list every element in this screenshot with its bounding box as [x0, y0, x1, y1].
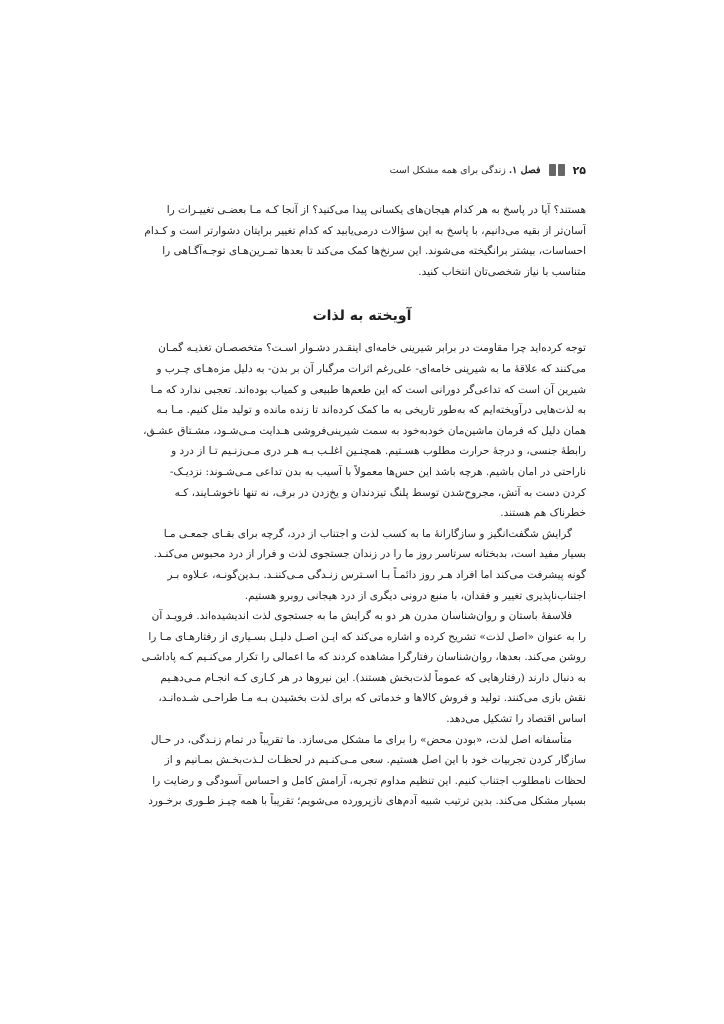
text-line: توجه کرده‌اید چرا مقاومت در برابر شیرینی خامه‌ای اینقـدر دشـوار اسـت؟ متخصصـان تغذیـه گمـان	[158, 342, 586, 355]
text-line: به لذت‌هایی درآویخته‌ایم که به‌طور تاریخی به ما کمک کرده‌اند تا زنده مانده و تولید مثل کنیم. مـا بـه	[156, 404, 586, 417]
text-line: را به عنوان «اصل لذت» تشریح کرده و اشاره می‌کند که ایـن اصـل دلیـل بسـیاری از رفتارهـای مـا را	[148, 630, 586, 643]
text-line: فلاسفهٔ باستان و روان‌شناسان مدرن هر دو به گرایش ما به جستجوی لذت اندیشیده‌اند. فرویـد آن	[151, 610, 572, 623]
page-number: ۲۵	[572, 163, 586, 177]
section-heading: آویخته به لذات	[312, 308, 412, 325]
text-line: آسان‌تر از بقیه می‌دانیم، با پاسخ به این سؤالات درمی‌یابید که کدام تغییر برایتان دشوارتر است و کـدام	[144, 224, 586, 237]
text-line: خطرناک هم هستند.	[500, 507, 586, 520]
text-line: همان دلیل که فرمان ماشین‌مان خودبه‌خود به سمت شیرینی‌فروشی هـدایت مـی‌شـود، مشـتاق عشـق،	[143, 424, 586, 437]
text-line: کردن دست به آتش، مجروح‌شدن توسط پلنگ تیزدندان و یخ‌زدن در برف، نه تنها ناخوشـایند، کـه	[174, 486, 586, 499]
text-line: لحظات نامطلوب اجتناب کنیم. این تنظیم مداوم تجربه، آرامش کامل و احساس آسودگی و رضایت را	[152, 774, 586, 787]
running-header	[138, 160, 586, 180]
text-line: رابطهٔ جنسی، و درجهٔ حرارت مطلوب هسـتیم. همچنـین اغلـب بـه هـر دری مـی‌زنـیم تـا از درد و	[171, 445, 586, 458]
text-line: نقش بازی می‌کنند. تولید و فروش کالاها و خدماتی که برای لذت بخشیدن بـه مـا طراحـی شـده‌انـد،	[158, 692, 586, 705]
text-line: متناسب با نیاز شخصی‌تان انتخاب کنید.	[418, 265, 586, 278]
text-line: بسیار مشکل می‌کند. بدین ترتیب شبیه آدم‌های نازپرورده می‌شویم؛ تقریباً با همه چیـز طـوری برخـورد	[148, 795, 586, 808]
text-line: اساس اقتصاد را تشکیل می‌دهد.	[446, 713, 586, 726]
text-line: متأسفانه اصل لذت، «بودن محض» را برای ما مشکل می‌سازد. ما تقریباً در تمام زنـدگی، در حـال	[150, 733, 572, 746]
chapter-label: فصل ۱.	[508, 164, 541, 176]
book-page	[138, 160, 586, 812]
body-paragraph	[138, 730, 586, 812]
text-line: شیرین آن است که تداعی‌گر دورانی است که این طعم‌ها طبیعی و کمیاب بوده‌اند. تعجبی ندارد که مـا	[150, 383, 586, 396]
text-line: روشن می‌کند. بعدها، روان‌شناسان رفتارگرا مشاهده کردند که ما اعمالی را تکرار می‌کنـیم کـه پاداشـی	[141, 651, 586, 664]
body-paragraph	[138, 524, 586, 606]
text-line: سازگار کردن تجربیات خود با این اصل هستیم. سعی مـی‌کنـیم در لحظـات لـذت‌بخـش بمـانیم و از	[164, 754, 586, 767]
text-line: ناراحتی در امان باشیم. هرچه باشد این حس‌ها معمولاً با آسیب به بدن تداعی مـی‌شـوند: نزدیـک-	[169, 465, 586, 478]
chapter-title: زندگی برای همه مشکل است	[389, 164, 506, 176]
text-line: به دنبال دارند (رفتارهایی که عموماً لذت‌بخش هستند). این نیروها در هر کـاری کـه انجـام مـی‌دهـیم	[160, 671, 586, 684]
text-line: اجتناب‌ناپذیری تغییر و فقدان، با منبع درونی دیگری از درد هیجانی روبرو هستیم.	[244, 589, 586, 602]
publisher-logo-icon	[549, 164, 565, 176]
text-line: احساسات، بیشتر برانگیخته می‌شوند. این سرنخ‌ها کمک می‌کند تا بعدها تمـرین‌هـای توجـه‌آگـاهی را	[162, 245, 586, 258]
intro-paragraph	[138, 200, 586, 282]
body-paragraph	[138, 338, 586, 523]
text-line: بسیار مفید است، بدبختانه سرتاسر روز ما را در زندان جستجوی لذت و فرار از درد محبوس می‌کنـد.	[153, 548, 586, 561]
text-line: هستند؟ آیا در پاسخ به هر کدام هیجان‌های یکسانی پیدا می‌کنید؟ از آنجا کـه مـا بعضـی تغییـرات را	[166, 204, 586, 216]
text-line: گرایش شگفت‌انگیز و سازگارانهٔ ما به کسب لذت و اجتناب از درد، گرچه برای بقـای جمعـی مـا	[163, 527, 572, 540]
text-line: می‌کنند که علاقهٔ ما به شیرینی خامه‌ای- علی‌رغم اثرات مرگبار آن بر بدن- به دلیل مزه‌هـای چـرب و	[156, 362, 586, 375]
body-paragraph	[138, 606, 586, 730]
text-line: گونه پیشرفت می‌کند اما افراد هـر روز دائمـاً بـا اسـترس زنـدگی مـی‌کننـد. بـدین‌گونـه، عـلاوه بـر	[167, 568, 586, 581]
